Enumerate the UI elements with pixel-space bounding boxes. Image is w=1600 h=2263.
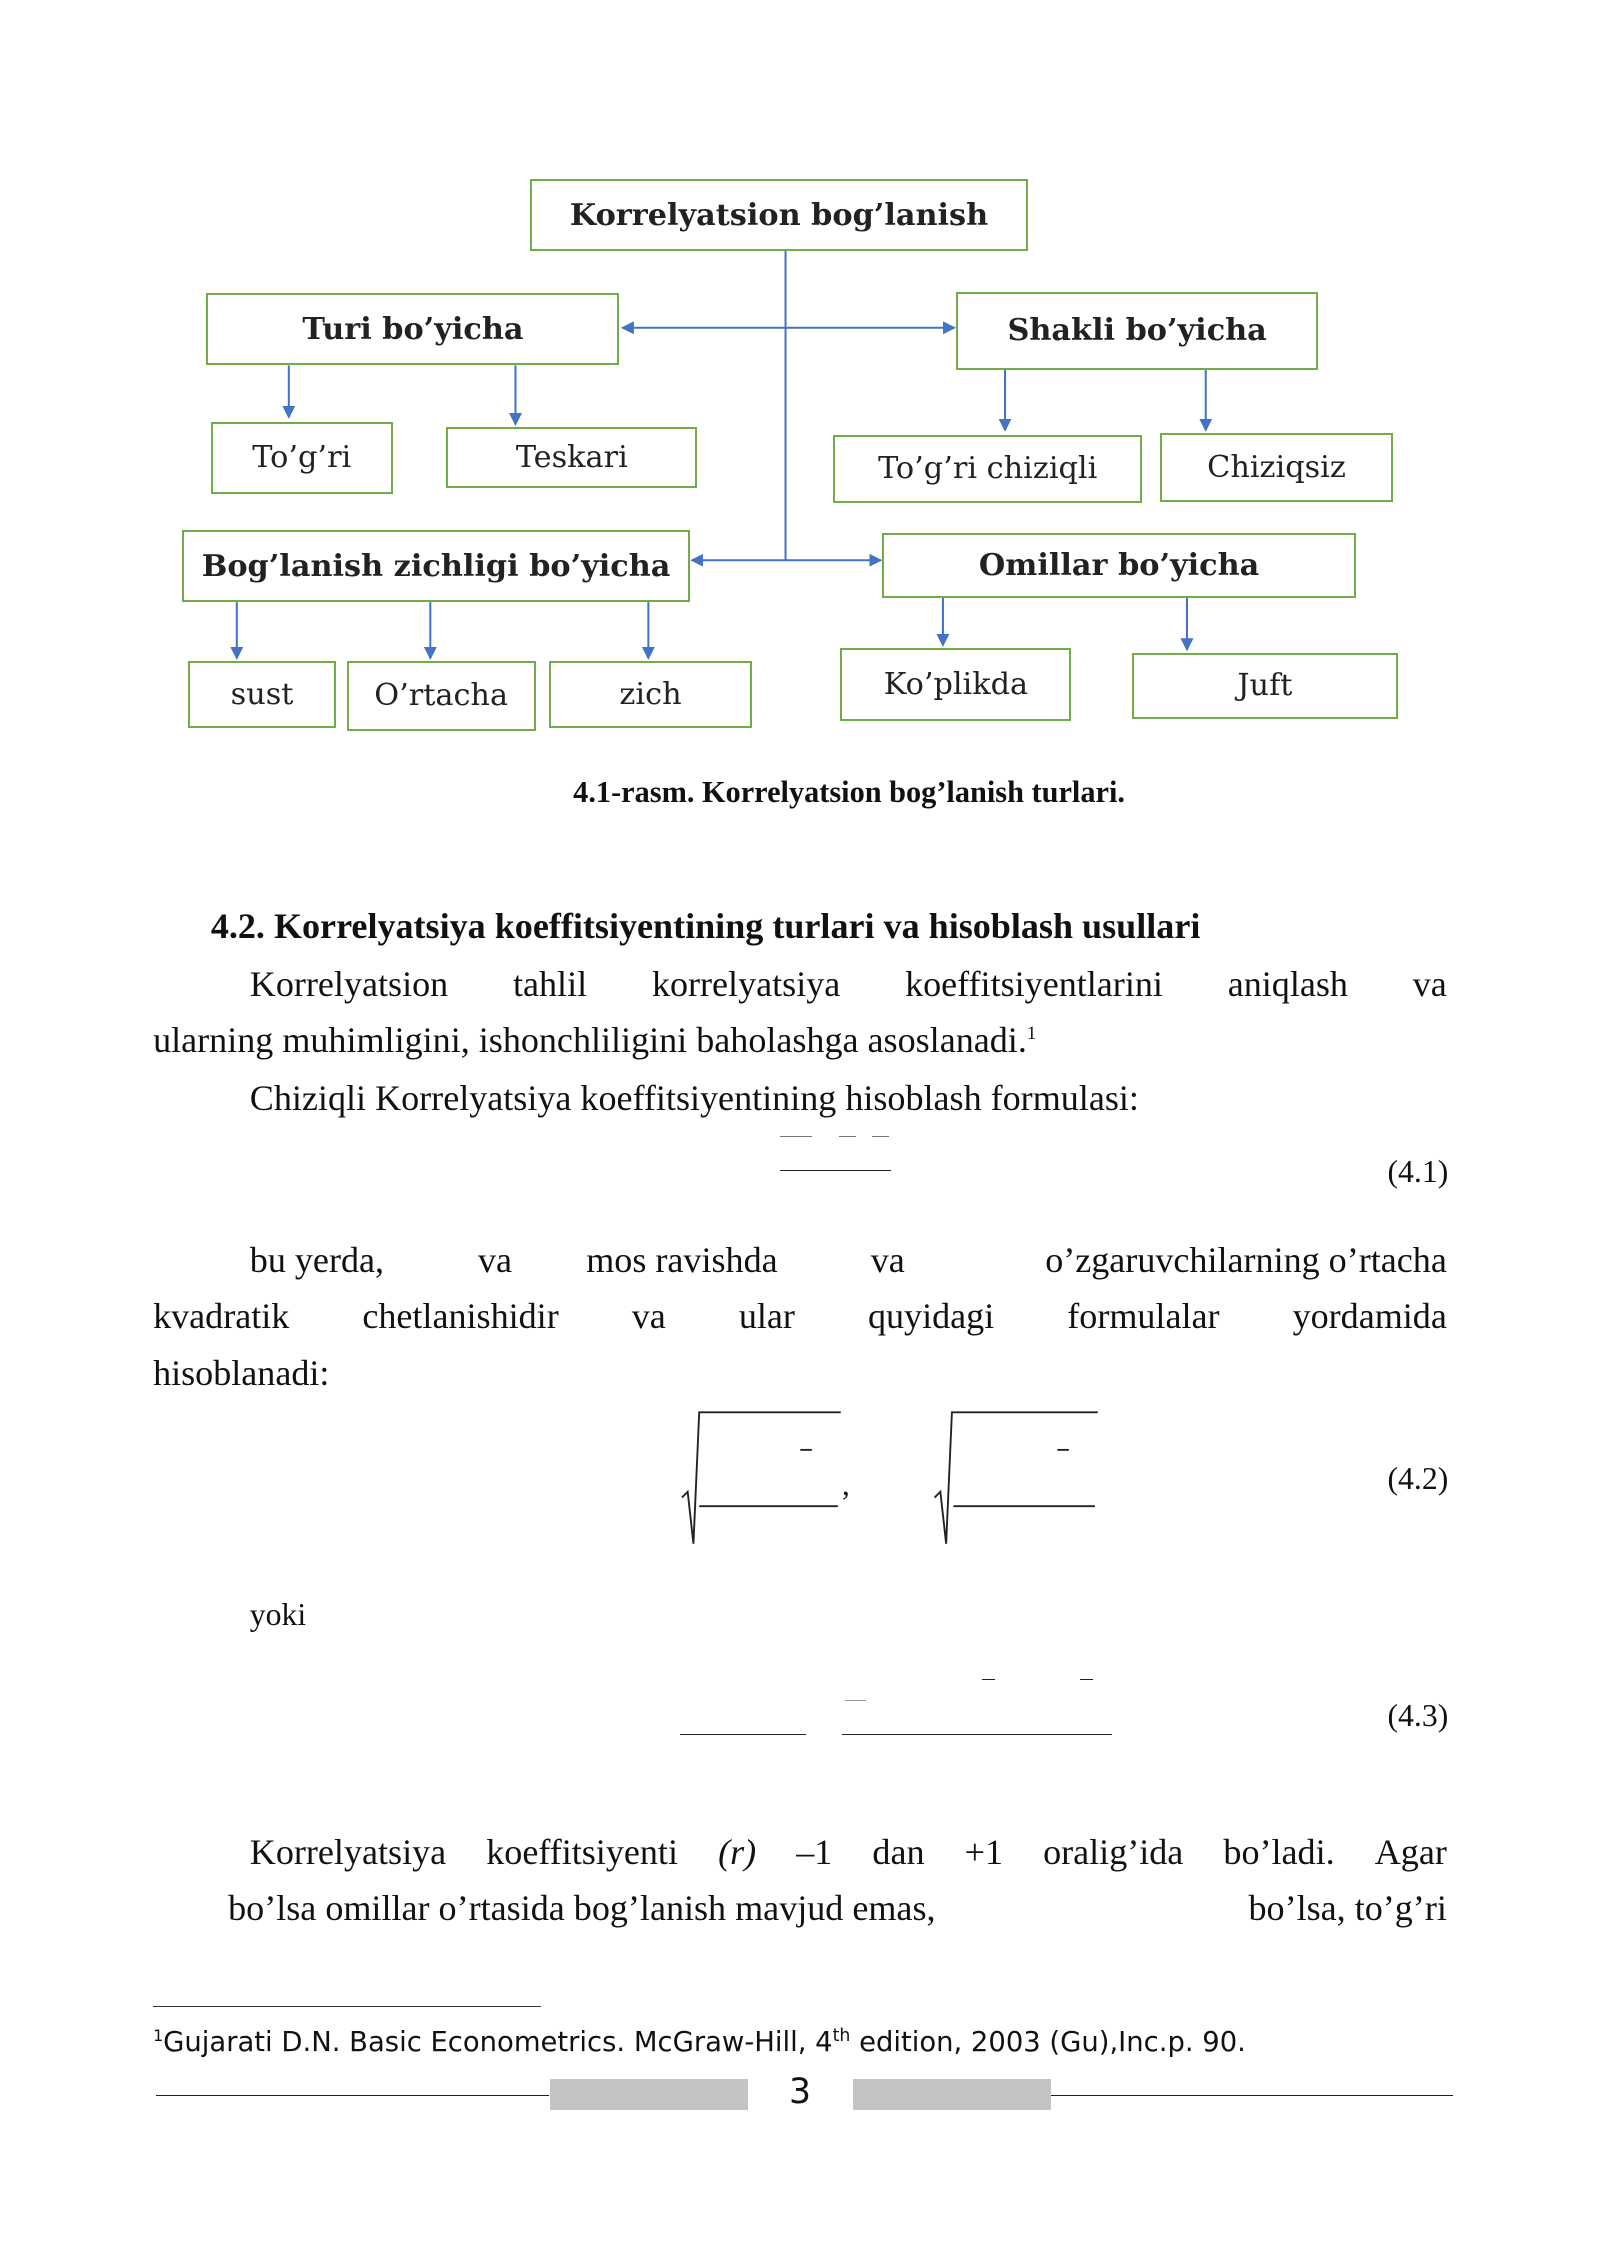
word: +1 [964, 1831, 1003, 1872]
diagram-koplikda-box: Ko’plikda [840, 648, 1071, 720]
word: quyidagi [867, 1296, 995, 1337]
diagram-root-box: Korrelyatsion bog’lanish [530, 179, 1028, 251]
word: formulalar [1067, 1296, 1220, 1337]
diagram-juft-box: Juft [1132, 653, 1398, 719]
word: Korrelyatsion [249, 964, 449, 1005]
footnote [153, 2026, 1246, 2058]
diagram-connectors [0, 0, 1600, 751]
word: oralig’ida [1043, 1831, 1184, 1872]
diagram-zichlik-box: Bog’lanish zichligi bo’yicha [182, 530, 690, 602]
word: Agar [1374, 1831, 1447, 1872]
footer-bar-left [550, 2079, 748, 2109]
bar-mark [872, 1136, 889, 1137]
radical-signs [679, 1408, 1112, 1552]
paragraph-3-line-3: hisoblanadi: [153, 1352, 330, 1393]
diagram-omillar-box: Omillar bo’yicha [882, 533, 1356, 598]
word: Korrelyatsiya [249, 1831, 447, 1872]
footer-rule-right [1051, 2095, 1452, 2096]
word: koeffitsiyenti [486, 1831, 678, 1872]
diagram-togri-chiziqli-box: To’g’ri chiziqli [833, 435, 1142, 503]
paragraph-1-line-2 [153, 1019, 1036, 1061]
word: dan [872, 1831, 925, 1872]
page-number: 3 [788, 2072, 811, 2113]
footer-bar-right [853, 2079, 1051, 2109]
footnote-superscript: th [832, 2025, 851, 2046]
paragraph-3-line-2 [153, 1295, 1447, 1337]
footnote-text: Gujarati D.N. Basic Econometrics. McGraw-Hill, 4 [163, 2027, 833, 2059]
diagram-shakli-box: Shakli bo’yicha [956, 292, 1318, 370]
equation-number: (4.2) [1387, 1461, 1449, 1497]
diagram-chiziqsiz-box: Chiziqsiz [1160, 433, 1394, 502]
word: va [631, 1296, 666, 1337]
word: va [870, 1239, 905, 1280]
word: chetlanishidir [362, 1296, 559, 1337]
paragraph-4-line-1 [250, 1831, 1447, 1873]
figure-caption: 4.1-rasm. Korrelyatsion bog’lanish turlari. [573, 775, 1125, 810]
diagram-zich-box: zich [549, 661, 753, 727]
paragraph-4-line-2b: bo’lsa, to’g’ri [1248, 1888, 1447, 1929]
word: o’zgaruvchilarning o’rtacha [1045, 1239, 1447, 1280]
word: kvadratik [153, 1296, 290, 1337]
bar-mark [982, 1679, 995, 1680]
word: –1 [796, 1831, 833, 1872]
section-heading: 4.2. Korrelyatsiya koeffitsiyentining turlari va hisoblash usullari [210, 906, 1201, 947]
diagram-ortacha-box: O’rtacha [347, 661, 536, 730]
paragraph-3-line-1 [250, 1239, 1447, 1282]
fraction-bar [780, 1170, 891, 1171]
word: koeffitsiyentlarini [905, 964, 1163, 1005]
bar-mark [1080, 1679, 1093, 1680]
word: aniqlash [1227, 964, 1348, 1005]
diagram-teskari-box: Teskari [446, 427, 697, 488]
paragraph-2: Chiziqli Korrelyatsiya koeffitsiyentining hisoblash formulasi: [249, 1078, 1139, 1119]
word: ular [738, 1296, 795, 1337]
word: yordamida [1292, 1296, 1447, 1337]
diagram-togri-box: To’g’ri [211, 422, 393, 494]
fraction-bar [842, 1734, 1112, 1735]
footnote-marker: 1 [153, 2025, 164, 2045]
radical-sign-x [682, 1412, 841, 1543]
diagram-sust-box: sust [188, 661, 337, 727]
word: (r) [718, 1831, 757, 1872]
footer-rule-left [156, 2095, 549, 2096]
word: va [1412, 964, 1447, 1005]
footnote-reference[interactable]: 1 [1026, 1023, 1037, 1045]
paragraph-1-line-1 [250, 963, 1447, 1005]
word: tahlil [512, 964, 588, 1005]
footnote-separator [153, 2006, 541, 2007]
word: bo’ladi. [1223, 1831, 1335, 1872]
fraction-bar [680, 1734, 806, 1735]
bar-mark [780, 1136, 812, 1137]
footnote-text-end: edition, 2003 (Gu),Inc.p. 90. [850, 2027, 1246, 2059]
equation-number: (4.1) [1387, 1153, 1449, 1189]
word: va [477, 1239, 512, 1280]
word: korrelyatsiya [651, 964, 841, 1005]
paragraph-text: ularning muhimligini, ishonchliligini baholashga asoslanadi. [153, 1020, 1027, 1061]
equation-number: (4.3) [1387, 1698, 1449, 1734]
radical-sign-y [934, 1412, 1097, 1543]
word: bu yerda, [249, 1239, 385, 1280]
bar-mark [839, 1136, 856, 1137]
word: mos ravishda [586, 1239, 778, 1280]
diagram-turi-box: Turi bo’yicha [206, 293, 619, 365]
paragraph-4-line-2a: bo’lsa omillar o’rtasida bog’lanish mavjud emas, [228, 1888, 936, 1929]
bar-mark [845, 1700, 867, 1701]
yoki-text: yoki [249, 1597, 307, 1633]
comma: , [841, 1467, 850, 1503]
